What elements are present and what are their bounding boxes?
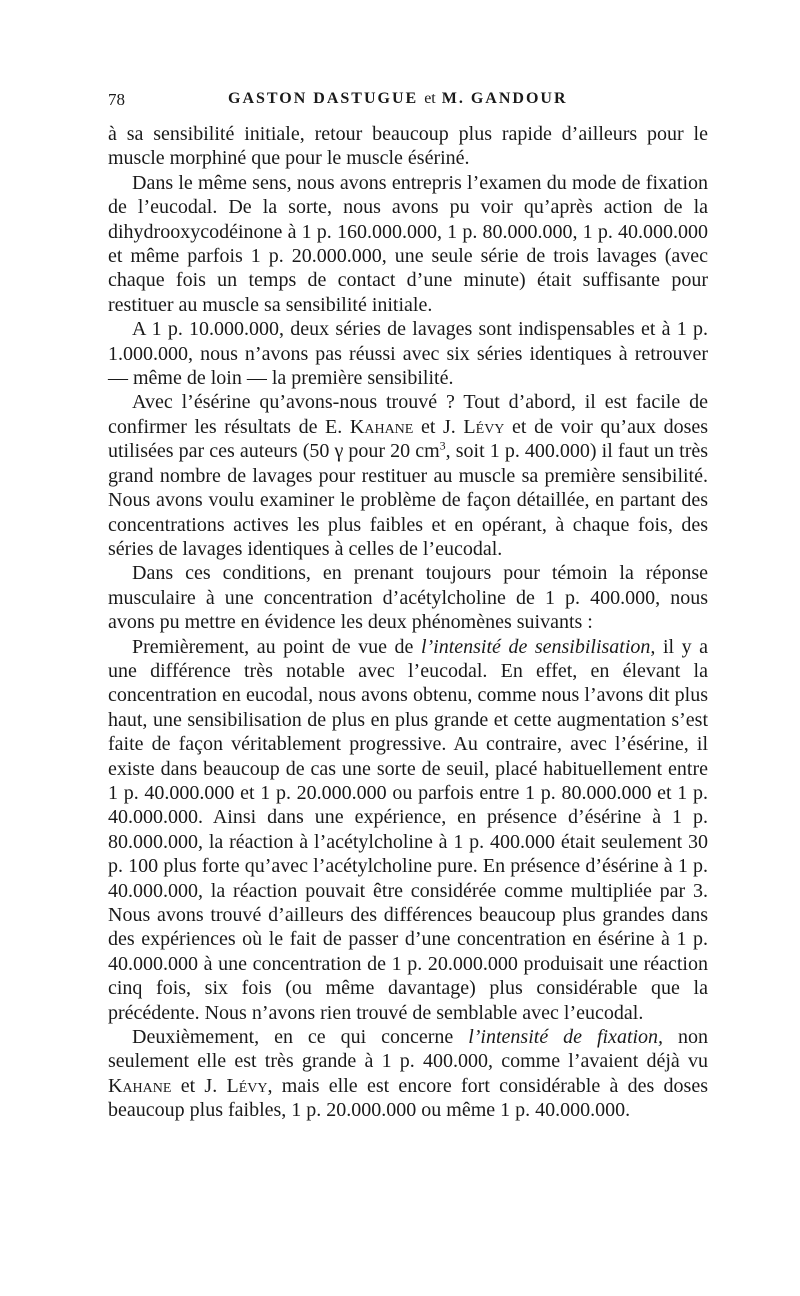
author-1: GASTON DASTUGUE [228,90,419,107]
author-2: M. GANDOUR [441,90,568,107]
author-name-kahane: Kahane [108,1074,172,1097]
author-name-levy: Lévy [226,1074,268,1097]
paragraph-7 [108,1025,708,1123]
paragraph-6-text-a: Premièrement, au point de vue de [132,635,421,658]
paragraph-4-text-d: , soit 1 p. 400.000) il faut un très grand nombre de lavages pour restituer au muscle sa première sensibilité. Nous avons voulu examiner le problème de façon détaillée, en partant des concentrations actives les plus faibles et en opérant, à chaque fois, des séries de lavages identiques à celles de l’eucodal. [108,440,709,560]
italic-intensite-fixation: l’intensité de fixation, [468,1026,664,1049]
paragraph-6 [108,635,708,1026]
italic-intensite-sensibilisation: l’intensité de sensibilisation, [420,635,656,658]
paragraph-1: à sa sensibilité initiale, retour beaucoup plus rapide d’ailleurs pour le muscle morphiné que pour le muscle ésériné. [108,123,708,170]
page-number: 78 [108,90,125,109]
paragraph-7-text-d: , mais elle est encore fort considérable à des doses beaucoup plus faibles, 1 p. 20.000.000 ou même 1 p. 40.000.000. [108,1074,709,1122]
paragraph-4-text-c: et de voir qu’aux doses utilisées par ces auteurs (50 γ pour 20 cm [108,415,709,463]
paragraph-5: Dans ces conditions, en prenant toujours pour témoin la réponse musculaire à une concentration d’acétylcholine de 1 p. 400.000, nous avons pu mettre en évidence les deux phénomènes suivants : [108,562,708,634]
paragraph-4 [108,390,708,561]
author-conjunction: et [424,90,436,107]
body-text [108,122,708,1123]
page-header [108,90,708,122]
paragraph-7-text-c: et J. [171,1074,227,1097]
paragraph-7-text-a: Deuxièmement, en ce qui concerne [132,1026,469,1049]
paragraph-4-text-b: et J. [413,415,464,438]
author-name-kahane: Kahane [349,415,414,438]
paragraph-3: A 1 p. 10.000.000, deux séries de lavages sont indispensables et à 1 p. 1.000.000, nous n’avons pas réussi avec six séries identiques à retrouver — même de loin — la première sensibilité. [108,318,708,390]
paragraph-2: Dans le même sens, nous avons entrepris l’examen du mode de fixation de l’eucodal. De la sorte, nous avons pu voir qu’après action de la dihydrooxycodéinone à 1 p. 160.000.000, 1 p. 80.000.000, 1 p. 40.000.000 et même parfois 1 p. 20.000.000, une seule série de trois lavages (avec chaque fois un temps de contact d’une minute) était suffisante pour restituer au muscle sa sensibilité initiale. [108,171,708,316]
paragraph-4-text-a: Avec l’ésérine qu’avons-nous trouvé ? Tout d’abord, il est facile de confirmer les résultats de E. [108,391,708,438]
paragraph-7-text-b: non seulement elle est très grande à 1 p. 400.000, comme l’avaient déjà vu [108,1026,708,1073]
paragraph-6-text-b: il y a une différence très notable avec l’eucodal. En effet, en élevant la concentration en eucodal, nous avons obtenu, comme nous l’avons dit plus haut, une sensibilisation de plus en plus grande et cette augmentation s’est faite de façon véritablement progressive. Au contraire, avec l’ésérine, il existe dans beaucoup de cas une sorte de seuil, placé habituellement entre 1 p. 40.000.000 et 1 p. 20.000.000 ou parfois entre 1 p. 80.000.000 et 1 p. 40.000.000. Ainsi dans une expérience, en présence d’ésérine à 1 p. 80.000.000, la réaction à l’acétylcholine à 1 p. 400.000 était seulement 30 p. 100 plus forte qu’avec l’acétylcholine pure. En présence d’ésérine à 1 p. 40.000.000, la réaction pouvait être considérée comme multipliée par 3. Nous avons trouvé d’ailleurs des différences beaucoup plus grandes dans des expériences où le fait de passer d’une concentration en ésérine à 1 p. 40.000.000 à une concentration de 1 p. 20.000.000 produisait une réaction cinq fois, six fois (ou même davantage) plus considérable que la précédente. Nous n’avons rien trouvé de semblable avec l’eucodal. [108,635,708,1024]
author-name-levy: Lévy [463,415,505,438]
superscript-3: 3 [439,438,446,453]
running-head [228,90,568,108]
